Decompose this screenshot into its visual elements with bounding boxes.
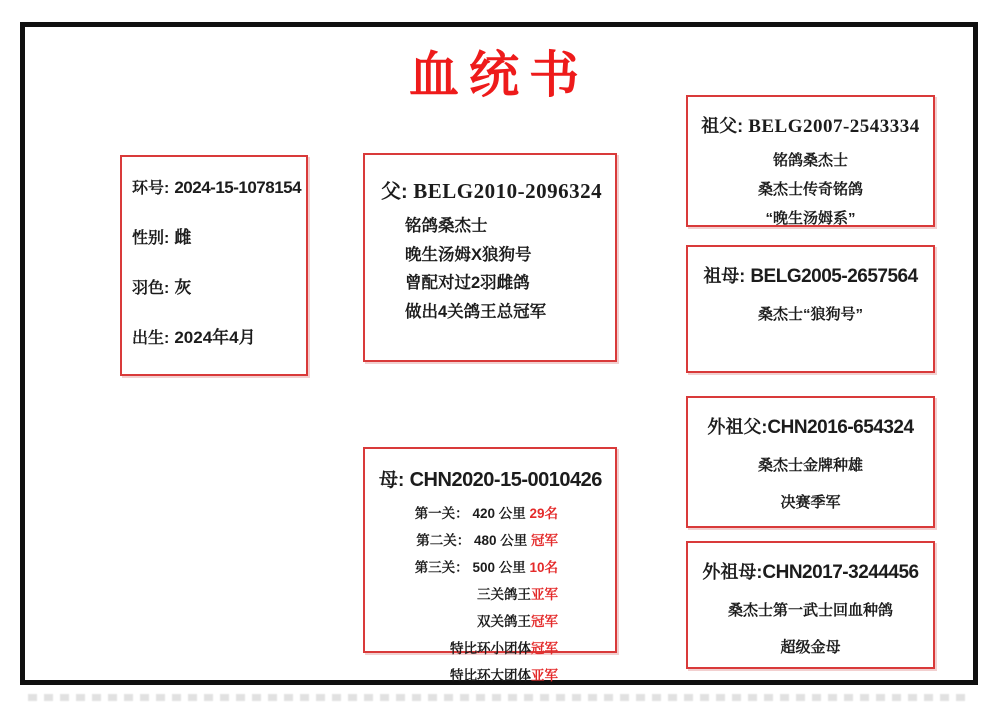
grandparent-detail-line: 桑杰士传奇铭鸽 — [757, 181, 863, 198]
race-result-text: 特比环小团体 — [450, 641, 531, 656]
ring-number-value: 2024-15-1078154 — [174, 178, 302, 197]
paternal-grandfather-label: 祖父: — [701, 116, 744, 136]
race-result-line — [403, 662, 558, 689]
page-title: 血统书 — [409, 47, 589, 103]
race-result-text: 三关鸽王 — [477, 587, 531, 602]
father-title — [365, 155, 615, 212]
race-result-line — [403, 635, 558, 662]
birth-date-value: 2024年4月 — [174, 328, 256, 347]
grandparent-detail-line: 桑杰士第一武士回血种鸽 — [727, 602, 893, 619]
ring-number-label: 环号: — [132, 180, 170, 197]
maternal-grandmother-box — [686, 541, 935, 669]
father-detail-line: 铭鸽桑杰士 — [405, 217, 488, 235]
grandparent-detail-line: 铭鸽桑杰士 — [772, 152, 848, 169]
feather-color-value: 灰 — [174, 278, 192, 297]
grandparent-detail-line: 桑杰士金牌种雄 — [757, 457, 863, 474]
paternal-grandmother-title — [688, 247, 933, 288]
race-result-rank: 亚军 — [531, 668, 558, 683]
race-result-line — [403, 500, 558, 527]
grandparent-detail-line: 决赛季军 — [780, 494, 841, 511]
grandparent-detail-line: “晚生汤姆系” — [765, 210, 856, 227]
ring-number-line — [132, 177, 300, 200]
father-details — [365, 212, 615, 326]
race-result-text: 第一关： 420 公里 — [414, 506, 530, 521]
paternal-grandfather-details — [688, 146, 933, 233]
maternal-grandfather-box — [686, 396, 935, 528]
race-result-rank: 亚军 — [531, 587, 558, 602]
father-detail-line: 做出4关鸽王总冠军 — [405, 302, 547, 321]
grandparent-detail-line: 桑杰士“狼狗号” — [757, 306, 863, 323]
maternal-grandfather-label: 外祖父: — [707, 417, 768, 437]
cutoff-next-page-text — [28, 694, 972, 701]
race-result-text: 特比环大团体 — [450, 668, 531, 683]
father-detail-line: 曾配对过2羽雌鸽 — [405, 274, 530, 292]
maternal-grandfather-title — [688, 398, 933, 439]
mother-box — [363, 447, 617, 683]
mother-race-results — [403, 500, 558, 689]
bird-info-box — [120, 155, 308, 376]
paternal-grandfather-title — [688, 97, 933, 138]
race-result-rank: 冠军 — [531, 614, 558, 629]
mother-label: 母: — [379, 470, 405, 491]
father-label: 父: — [381, 181, 408, 203]
race-result-rank: 29名 — [529, 506, 558, 521]
sex-line — [132, 227, 300, 250]
race-result-text: 第三关： 500 公里 — [414, 560, 530, 575]
race-result-rank: 冠军 — [531, 641, 558, 656]
mother-title — [365, 449, 615, 500]
paternal-grandmother-ring-number: BELG2005-2657564 — [750, 266, 918, 287]
paternal-grandmother-label: 祖母: — [703, 266, 746, 286]
mother-ring-number: CHN2020-15-0010426 — [409, 469, 602, 491]
race-result-text: 双关鸽王 — [477, 614, 531, 629]
grandparent-detail-line: 超级金母 — [780, 639, 841, 656]
maternal-grandmother-label: 外祖母: — [702, 562, 763, 582]
certificate-frame — [20, 22, 978, 685]
maternal-grandmother-details — [688, 592, 933, 666]
race-result-line — [403, 527, 558, 554]
race-result-line — [403, 608, 558, 635]
birth-date-line — [132, 327, 300, 350]
father-ring-number: BELG2010-2096324 — [413, 179, 603, 203]
paternal-grandmother-details — [688, 296, 933, 333]
paternal-grandfather-box — [686, 95, 935, 227]
maternal-grandmother-ring-number: CHN2017-3244456 — [762, 562, 919, 583]
race-result-rank: 10名 — [529, 560, 558, 575]
maternal-grandfather-details — [688, 447, 933, 521]
race-result-text: 第二关： 480 公里 — [416, 533, 531, 548]
race-result-line — [403, 554, 558, 581]
father-box — [363, 153, 617, 362]
birth-date-label: 出生: — [132, 330, 170, 347]
paternal-grandfather-ring-number: BELG2007-2543334 — [748, 116, 920, 137]
paternal-grandmother-box — [686, 245, 935, 373]
maternal-grandmother-title — [688, 543, 933, 584]
maternal-grandfather-ring-number: CHN2016-654324 — [767, 417, 914, 438]
race-result-line — [403, 581, 558, 608]
race-result-rank: 冠军 — [531, 533, 558, 548]
feather-color-label: 羽色: — [132, 280, 170, 297]
feather-color-line — [132, 277, 300, 300]
sex-value: 雌 — [174, 228, 192, 247]
sex-label: 性别: — [132, 230, 170, 247]
father-detail-line: 晚生汤姆X狼狗号 — [405, 245, 532, 264]
